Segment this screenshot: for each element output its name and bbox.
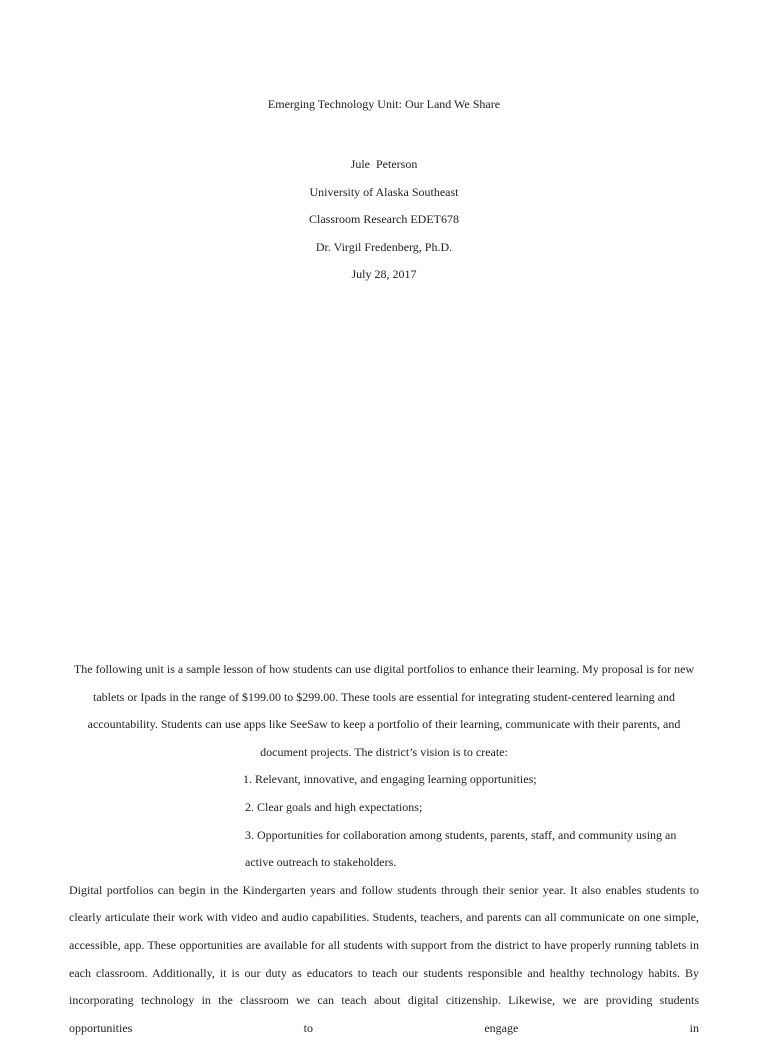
district-vision-list — [69, 766, 699, 876]
document-title: Emerging Technology Unit: Our Land We Share — [267, 97, 501, 111]
document-date: July 28, 2017 — [351, 267, 417, 281]
title-page-meta — [0, 151, 768, 289]
document-body — [69, 656, 699, 1042]
intro-paragraph: The following unit is a sample lesson of how students can use digital portfolios to enhance their learning. My proposal is for new tablets or Ipads in the range of $199.00 to $299.00. These tools are essential for integrating student-centered learning and accountability. Students can use apps like SeeSaw to keep a portfolio of their learning, communicate with their parents, and document projects. The district’s vision is to create: — [73, 662, 695, 759]
vision-item-1: 1. Relevant, innovative, and engaging learning opportunities; — [243, 772, 537, 787]
institution-name: University of Alaska Southeast — [309, 184, 459, 199]
vision-item-2: 2. Clear goals and high expectations; — [245, 799, 423, 814]
digital-portfolio-paragraph: Digital portfolios can begin in the Kindergarten years and follow students through their senior year. It also enables students to clearly articulate their work with video and audio capabilities. Students, teachers, and parents can all communicate on one simple, accessible, app. These opportunities are available for all students with support from the district to have properly running tablets in each classroom. Additionally, it is our duty as educators to teach our students responsible and healthy technology habits. By incorporating technology in the classroom we can teach about digital citizenship. Likewise, we are providing students opportunities to engage in — [69, 882, 699, 1035]
course-name: Classroom Research EDET678 — [309, 212, 459, 226]
instructor-name: Dr. Virgil Fredenberg, Ph.D. — [315, 239, 453, 254]
vision-item-3: 3. Opportunities for collaboration among students, parents, staff, and community using an active outreach to stakeholders. — [245, 827, 677, 870]
title-page-block — [0, 96, 768, 289]
author-name: Jule Peterson — [350, 157, 418, 171]
